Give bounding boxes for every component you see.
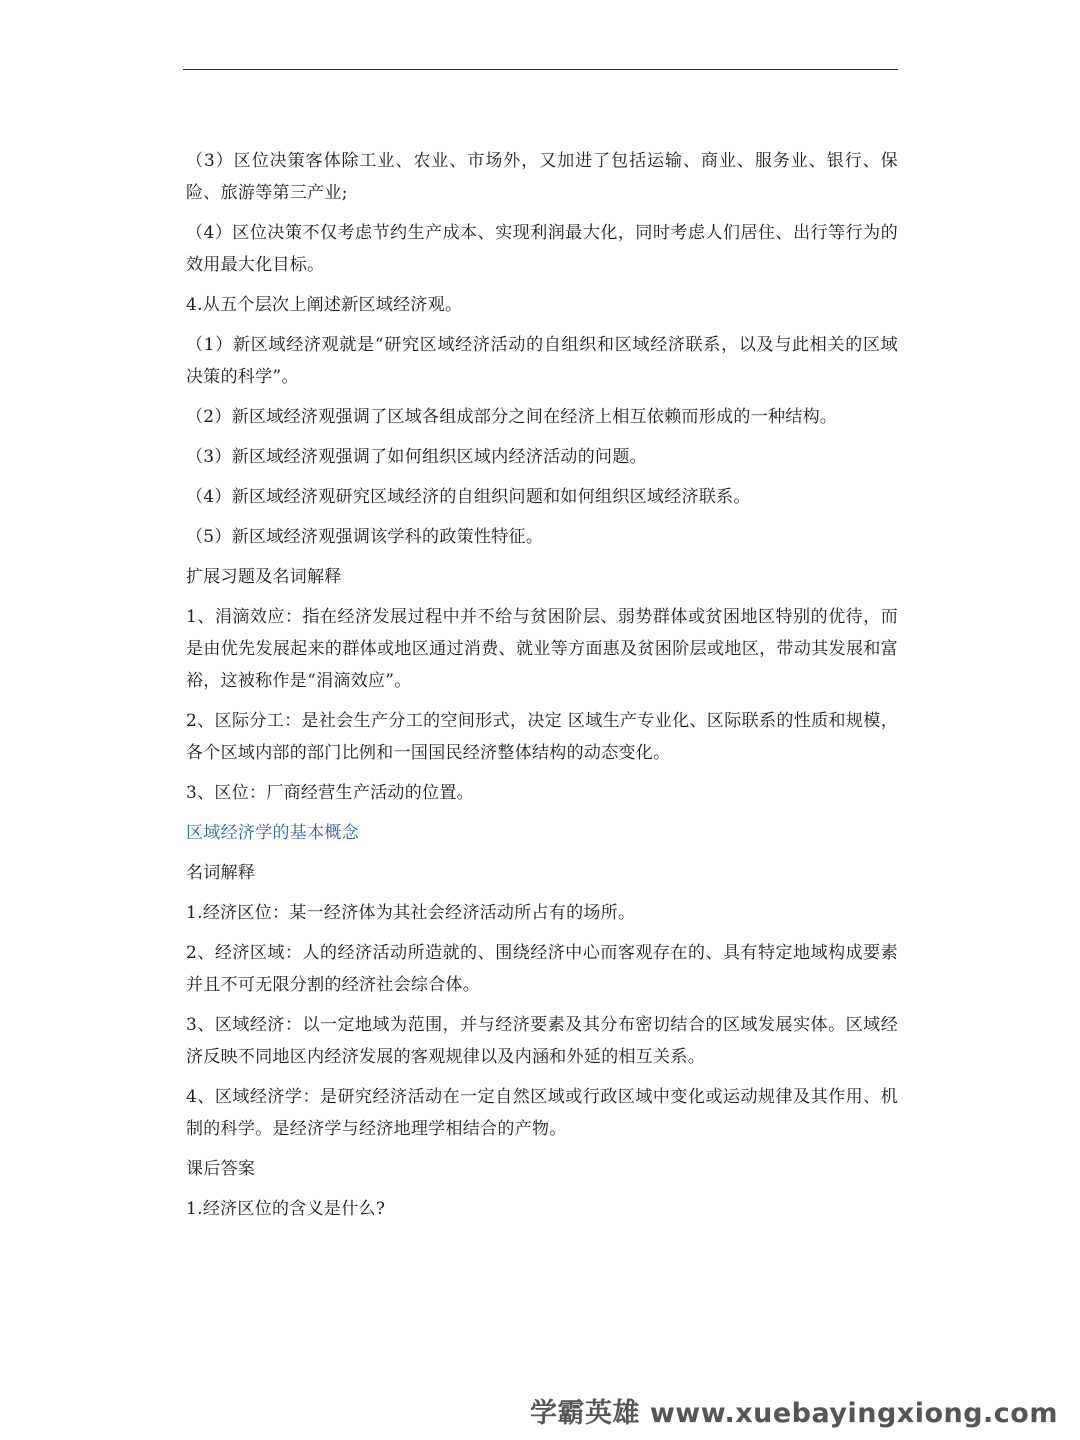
section-question: 4.从五个层次上阐述新区域经济观。 <box>186 295 463 315</box>
section-question: 1.经济区位的含义是什么? <box>186 1199 386 1219</box>
definition: 1.经济区位：某一经济体为其社会经济活动所占有的场所。 <box>186 903 636 923</box>
section-heading: 扩展习题及名词解释 <box>186 567 342 587</box>
definition: 1、涓滴效应：指在经济发展过程中并不给与贫困阶层、弱势群体或贫困地区特别的优待，而是由优先发展起来的群体或地区通过消费、就业等方面惠及贫困阶层或地区，带动其发展和富裕，这被称作是“涓滴效应”。 <box>186 607 898 691</box>
header-rule <box>183 69 898 70</box>
site-watermark: 学霸英雄 www.xuebayingxiong.com <box>529 1398 1058 1429</box>
section-heading: 课后答案 <box>186 1159 256 1179</box>
paragraph: （3）区位决策客体除工业、农业、市场外，又加进了包括运输、商业、服务业、银行、保险、旅游等第三产业; <box>186 151 898 203</box>
document-body <box>186 145 898 1233</box>
definition: 4、区域经济学：是研究经济活动在一定自然区域或行政区域中变化或运动规律及其作用、机制的科学。是经济学与经济地理学相结合的产物。 <box>186 1087 898 1139</box>
definition: 2、区际分工：是社会生产分工的空间形式，决定 区域生产专业化、区际联系的性质和规模，各个区域内部的部门比例和一国国民经济整体结构的动态变化。 <box>186 711 898 763</box>
paragraph: （4）区位决策不仅考虑节约生产成本、实现利润最大化，同时考虑人们居住、出行等行为的效用最大化目标。 <box>186 223 898 275</box>
chapter-link[interactable]: 区域经济学的基本概念 <box>186 823 359 843</box>
definition: 3、区位：厂商经营生产活动的位置。 <box>186 783 474 803</box>
definition: 3、区域经济：以一定地域为范围，并与经济要素及其分布密切结合的区域发展实体。区域经济反映不同地区内经济发展的客观规律以及内涵和外延的相互关系。 <box>186 1015 898 1067</box>
paragraph: （5）新区域经济观强调该学科的政策性特征。 <box>186 527 544 547</box>
definition: 2、经济区域：人的经济活动所造就的、围绕经济中心而客观存在的、具有特定地域构成要素并且不可无限分割的经济社会综合体。 <box>186 943 898 995</box>
paragraph: （4）新区域经济观研究区域经济的自组织问题和如何组织区域经济联系。 <box>186 487 751 507</box>
paragraph: （1）新区域经济观就是“研究区域经济活动的自组织和区域经济联系，以及与此相关的区域决策的科学”。 <box>186 335 898 387</box>
paragraph: （3）新区域经济观强调了如何组织区域内经济活动的问题。 <box>186 447 647 467</box>
section-heading: 名词解释 <box>186 863 256 883</box>
paragraph: （2）新区域经济观强调了区域各组成部分之间在经济上相互依赖而形成的一种结构。 <box>186 407 838 427</box>
